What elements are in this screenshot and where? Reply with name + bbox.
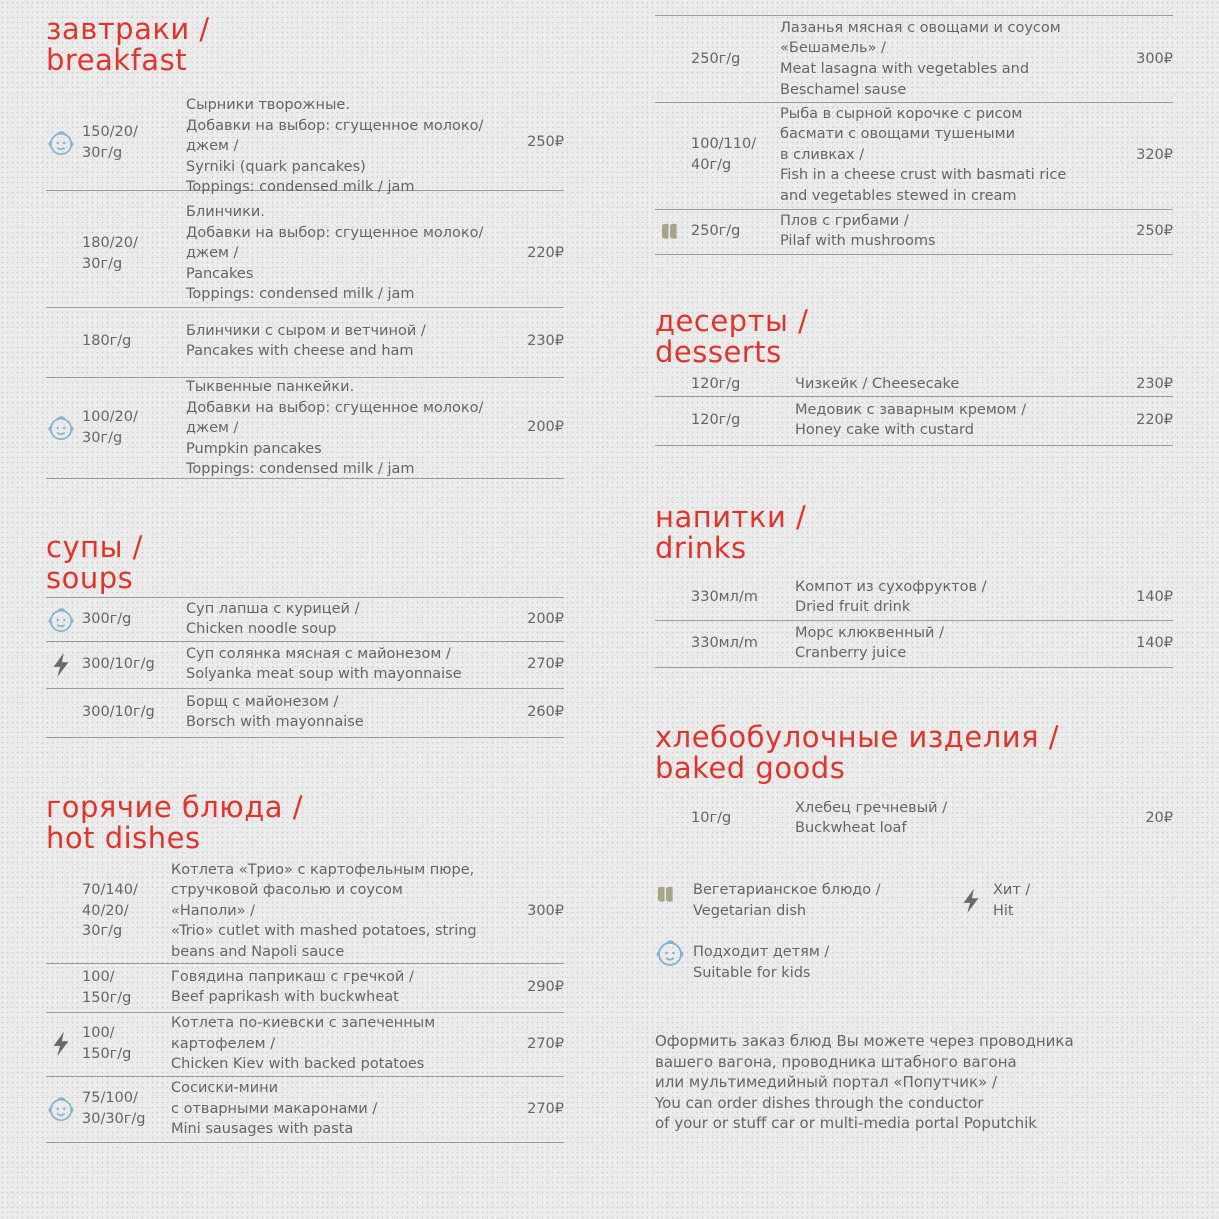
item-weight-line: 300/10г/g (82, 704, 155, 721)
item-description-line: Pancakes (186, 265, 254, 282)
item-description (186, 321, 426, 362)
item-description (780, 18, 1061, 100)
title-en: soups (46, 561, 134, 595)
item-weight-line: 300г/g (82, 611, 132, 628)
title-en: desserts (655, 335, 782, 369)
menu-item-row (46, 963, 564, 1013)
order-note-line: или мультимедийный портал «Попутчик» / (655, 1073, 998, 1092)
item-icon-cell (46, 377, 76, 478)
item-icon-cell (46, 859, 76, 963)
item-weight (82, 1012, 182, 1076)
item-weight (82, 1076, 182, 1142)
legend-line: Вегетарианское блюдо / (693, 882, 881, 898)
item-description-line: and vegetables stewed in cream (780, 187, 1017, 204)
item-weight (82, 377, 182, 478)
item-price: 290₽ (527, 979, 564, 996)
item-weight-line: 40г/g (691, 157, 732, 173)
item-icon-cell (46, 963, 76, 1012)
menu-item-row (46, 306, 564, 378)
item-weight (691, 372, 791, 396)
item-weight-line: 30г/g (82, 144, 123, 161)
item-description-line: Хлебец гречневый / (795, 799, 948, 816)
item-weight (82, 963, 182, 1012)
item-description-line: Buckwheat loaf (795, 820, 907, 837)
item-description-line: стручковой фасолью и соусом (171, 882, 403, 899)
item-weight-line: 150г/g (82, 989, 132, 1006)
title-ru: хлебобулочные изделия / (655, 720, 1060, 754)
item-weight-line: 100/ (82, 968, 115, 985)
menu-item-row (655, 795, 1173, 842)
item-description (795, 400, 1026, 441)
item-description-line: Добавки на выбор: сгущенное молоко/ (186, 117, 484, 134)
item-description-line: Сосиски-мини (171, 1080, 279, 1097)
item-description-line: Говядина паприкаш с гречкой / (171, 968, 414, 985)
item-description (780, 104, 1066, 207)
item-weight-line: 70/140/ (82, 882, 138, 899)
item-description (795, 623, 944, 664)
item-description (171, 860, 477, 963)
item-price: 200₽ (527, 419, 564, 436)
hit-icon (47, 1030, 75, 1058)
item-description-line: Добавки на выбор: сгущенное молоко/ (186, 399, 484, 416)
legend-kids-text (693, 942, 829, 983)
menu-item-row (46, 377, 564, 479)
item-price: 270₽ (527, 656, 564, 673)
item-description-line: Pumpkin pancakes (186, 440, 322, 457)
item-description (171, 1013, 435, 1075)
item-weight-line: 100/110/ (691, 136, 757, 153)
veg-icon (659, 221, 681, 243)
item-icon-cell (46, 306, 76, 377)
item-description (186, 692, 364, 733)
item-description-line: «Наполи» / (171, 902, 256, 919)
item-description-line: Котлета по-киевски с запеченным (171, 1015, 436, 1032)
item-description-line: Компот из сухофруктов / (795, 578, 987, 595)
item-icon-cell (46, 598, 76, 641)
item-weight-line: 180г/g (82, 333, 132, 350)
item-description-line: джем / (186, 138, 239, 155)
item-weight (691, 209, 791, 254)
item-description (780, 211, 936, 252)
item-description (186, 377, 483, 480)
item-weight-line: 120г/g (691, 375, 741, 392)
item-description-line: Морс клюквенный / (795, 624, 944, 641)
item-description-line: картофелем / (171, 1035, 276, 1052)
item-description-line: Chicken noodle soup (186, 621, 337, 638)
item-description-line: Суп лапша с курицей / (186, 600, 360, 617)
item-description-line: Медовик с заварным кремом / (795, 401, 1027, 418)
item-icon-cell (655, 372, 685, 396)
item-description (171, 967, 414, 1008)
item-weight (82, 598, 182, 641)
item-weight-line: 330мл/m (691, 589, 758, 606)
section-title-hot (46, 792, 303, 854)
item-description-line: Honey cake with custard (795, 422, 974, 439)
item-description-line: Блинчики с сыром и ветчиной / (186, 322, 426, 339)
menu-item-row (655, 396, 1173, 446)
menu-item-row (46, 1012, 564, 1077)
item-icon-cell (655, 101, 685, 209)
item-price: 20₽ (1145, 810, 1173, 827)
menu-item-row (46, 597, 564, 642)
item-description-line: «Бешамель» / (780, 40, 886, 57)
item-description-line: Chicken Kiev with backed potatoes (171, 1056, 425, 1073)
item-description-line: в сливках / (780, 146, 865, 163)
item-price: 300₽ (1136, 50, 1173, 67)
item-weight (691, 101, 791, 209)
item-description-line: Сырники творожные. (186, 97, 350, 113)
item-icon-cell (46, 95, 76, 190)
item-icon-cell (655, 795, 685, 842)
item-description-line: Лазанья мясная с овощами и соусом (780, 19, 1061, 36)
item-description (795, 374, 959, 395)
item-description-line: Borsch with mayonnaise (186, 714, 364, 731)
item-description-line: Чизкейк / Cheesecake (795, 375, 960, 392)
title-ru: напитки / (655, 500, 807, 534)
order-note (655, 1031, 1074, 1134)
legend-hit (955, 880, 1155, 922)
item-weight (82, 200, 182, 307)
item-icon-cell (46, 1076, 76, 1142)
legend-line: Подходит детям / (693, 944, 830, 960)
item-description (186, 95, 483, 198)
item-weight-line: 300/10г/g (82, 656, 155, 673)
item-weight-line: 75/100/ (82, 1090, 138, 1107)
item-weight-line: 150г/g (82, 1046, 132, 1062)
menu-item-row (655, 209, 1173, 255)
item-description (186, 599, 359, 640)
title-en: baked goods (655, 751, 846, 785)
item-price: 260₽ (527, 704, 564, 721)
section-title-desserts (655, 306, 808, 368)
item-weight-line: 30г/g (82, 429, 123, 446)
item-price: 270₽ (527, 1035, 564, 1052)
order-note-line: You can order dishes through the conductor (655, 1093, 984, 1112)
kid-icon (47, 129, 75, 157)
item-price: 200₽ (527, 611, 564, 628)
item-description-line: Борщ с майонезом / (186, 693, 339, 710)
kid-icon (47, 1095, 75, 1123)
section-title-soups (46, 532, 143, 594)
item-description-line: Toppings: condensed milk / jam (186, 179, 415, 196)
veg-icon (655, 884, 677, 906)
legend-line: Suitable for kids (693, 964, 811, 981)
item-weight-line: 150/20/ (82, 123, 138, 140)
item-description-line: Котлета «Трио» с картофельным пюре, (171, 861, 475, 878)
item-description (795, 798, 947, 839)
menu-item-row (46, 859, 564, 964)
item-description-line: Toppings: condensed milk / jam (186, 286, 415, 303)
title-ru: десерты / (655, 304, 809, 338)
order-note-line: вашего вагона, проводника штабного вагона (655, 1052, 1017, 1071)
item-price: 270₽ (527, 1100, 564, 1117)
item-icon-cell (655, 620, 685, 667)
item-description-line: Добавки на выбор: сгущенное молоко/ (186, 224, 484, 241)
item-weight (82, 688, 182, 737)
order-note-line: Оформить заказ блюд Вы можете через проводника (655, 1032, 1074, 1050)
hit-icon (957, 886, 985, 916)
item-description-line: Суп солянка мясная с майонезом / (186, 645, 451, 662)
item-icon-cell (46, 200, 76, 307)
menu-item-row (655, 15, 1173, 103)
legend-vegetarian (655, 880, 955, 922)
item-price: 250₽ (1136, 223, 1173, 240)
item-price: 220₽ (527, 245, 564, 262)
item-description-line: Syrniki (quark pancakes) (186, 158, 366, 175)
item-weight-line: 100/ (82, 1025, 115, 1042)
item-description-line: Mini sausages with pasta (171, 1121, 354, 1138)
item-weight-line: 40/20/ (82, 902, 129, 919)
menu-item-row (46, 641, 564, 689)
menu-item-row (655, 101, 1173, 210)
item-description-line: Dried fruit drink (795, 599, 911, 616)
item-description (171, 1078, 377, 1140)
item-icon-cell (46, 688, 76, 737)
kid-icon (47, 414, 75, 442)
item-description-line: beans and Napoli sauce (171, 943, 345, 960)
item-weight (82, 859, 182, 963)
item-icon-cell (655, 16, 685, 102)
item-weight (691, 396, 791, 445)
item-description-line: Beschamel sause (780, 81, 907, 98)
item-price: 140₽ (1136, 635, 1173, 652)
title-en: drinks (655, 531, 747, 565)
item-weight (691, 575, 791, 620)
item-description-line: Beef paprikash with buckwheat (171, 989, 399, 1006)
title-ru: супы / (46, 530, 143, 564)
item-icon-cell (655, 575, 685, 620)
kid-icon (655, 938, 685, 968)
menu-item-row (655, 575, 1173, 621)
item-weight-line: 250г/g (691, 50, 741, 67)
item-description-line: Solyanka meat soup with mayonnaise (186, 666, 462, 683)
item-description-line: Pancakes with cheese and ham (186, 343, 414, 360)
item-weight (82, 306, 182, 377)
item-description-line: Блинчики. (186, 204, 265, 220)
section-title-drinks (655, 502, 806, 564)
section-title-breakfast (46, 14, 210, 76)
item-description-line: «Trio» cutlet with mashed potatoes, string (171, 923, 477, 940)
item-weight-line: 250г/g (691, 223, 741, 240)
item-description-line: Тыквенные панкейки. (186, 379, 355, 395)
item-weight-line: 30г/g (82, 923, 123, 940)
legend-line: Vegetarian dish (693, 902, 807, 919)
menu-item-row (655, 372, 1173, 397)
item-price: 230₽ (1136, 375, 1173, 392)
hit-icon (47, 651, 75, 679)
item-icon-cell (655, 396, 685, 445)
item-weight-line: 10г/g (691, 810, 732, 827)
item-weight-line: 330мл/m (691, 635, 758, 652)
item-icon-cell (46, 641, 76, 688)
item-weight-line: 30г/g (82, 255, 123, 272)
legend-kids (655, 942, 955, 984)
item-weight (691, 16, 791, 102)
item-description-line: Fish in a cheese crust with basmati rice (780, 167, 1067, 184)
legend-line: Хит / (993, 882, 1031, 898)
item-description-line: Рыба в сырной корочке с рисом (780, 105, 1023, 122)
item-price: 220₽ (1136, 412, 1173, 429)
menu-item-row (46, 688, 564, 738)
title-en: hot dishes (46, 821, 201, 855)
item-icon-cell (46, 1012, 76, 1076)
menu-item-row (655, 620, 1173, 668)
item-description (186, 202, 483, 305)
item-price: 300₽ (527, 902, 564, 919)
item-price: 320₽ (1136, 146, 1173, 163)
item-description-line: Toppings: condensed milk / jam (186, 461, 415, 478)
item-description-line: Pilaf with mushrooms (780, 233, 936, 250)
legend-line: Hit (993, 902, 1014, 919)
item-description-line: Плов с грибами / (780, 212, 909, 229)
item-icon-cell (655, 209, 685, 254)
menu-item-row (46, 95, 564, 196)
item-weight (82, 95, 182, 190)
item-description-line: Meat lasagna with vegetables and (780, 60, 1030, 77)
item-weight (691, 795, 791, 842)
item-description (795, 577, 987, 618)
item-price: 230₽ (527, 333, 564, 350)
item-weight (82, 641, 182, 688)
item-description (186, 644, 462, 685)
item-description-line: с отварными макаронами / (171, 1100, 378, 1117)
item-weight-line: 30/30г/g (82, 1111, 146, 1127)
item-weight-line: 180/20/ (82, 234, 138, 251)
item-weight (691, 620, 791, 667)
kid-icon (47, 606, 75, 634)
item-description-line: джем / (186, 420, 239, 437)
item-description-line: Cranberry juice (795, 645, 907, 662)
title-en: breakfast (46, 43, 188, 77)
menu-item-row (46, 1076, 564, 1143)
item-price: 140₽ (1136, 589, 1173, 606)
legend-hit-text (993, 880, 1030, 921)
title-ru: завтраки / (46, 12, 210, 46)
order-note-line: of your or stuff car or multi-media portal Poputchik (655, 1114, 1037, 1133)
section-title-baked (655, 722, 1059, 784)
legend-vegetarian-text (693, 880, 881, 921)
item-weight-line: 100/20/ (82, 408, 138, 425)
item-description-line: басмати с овощами тушеными (780, 126, 1015, 143)
item-price: 250₽ (527, 134, 564, 151)
title-ru: горячие блюда / (46, 790, 304, 824)
menu-item-row (46, 200, 564, 308)
item-weight-line: 120г/g (691, 412, 741, 429)
item-description-line: джем / (186, 245, 239, 262)
